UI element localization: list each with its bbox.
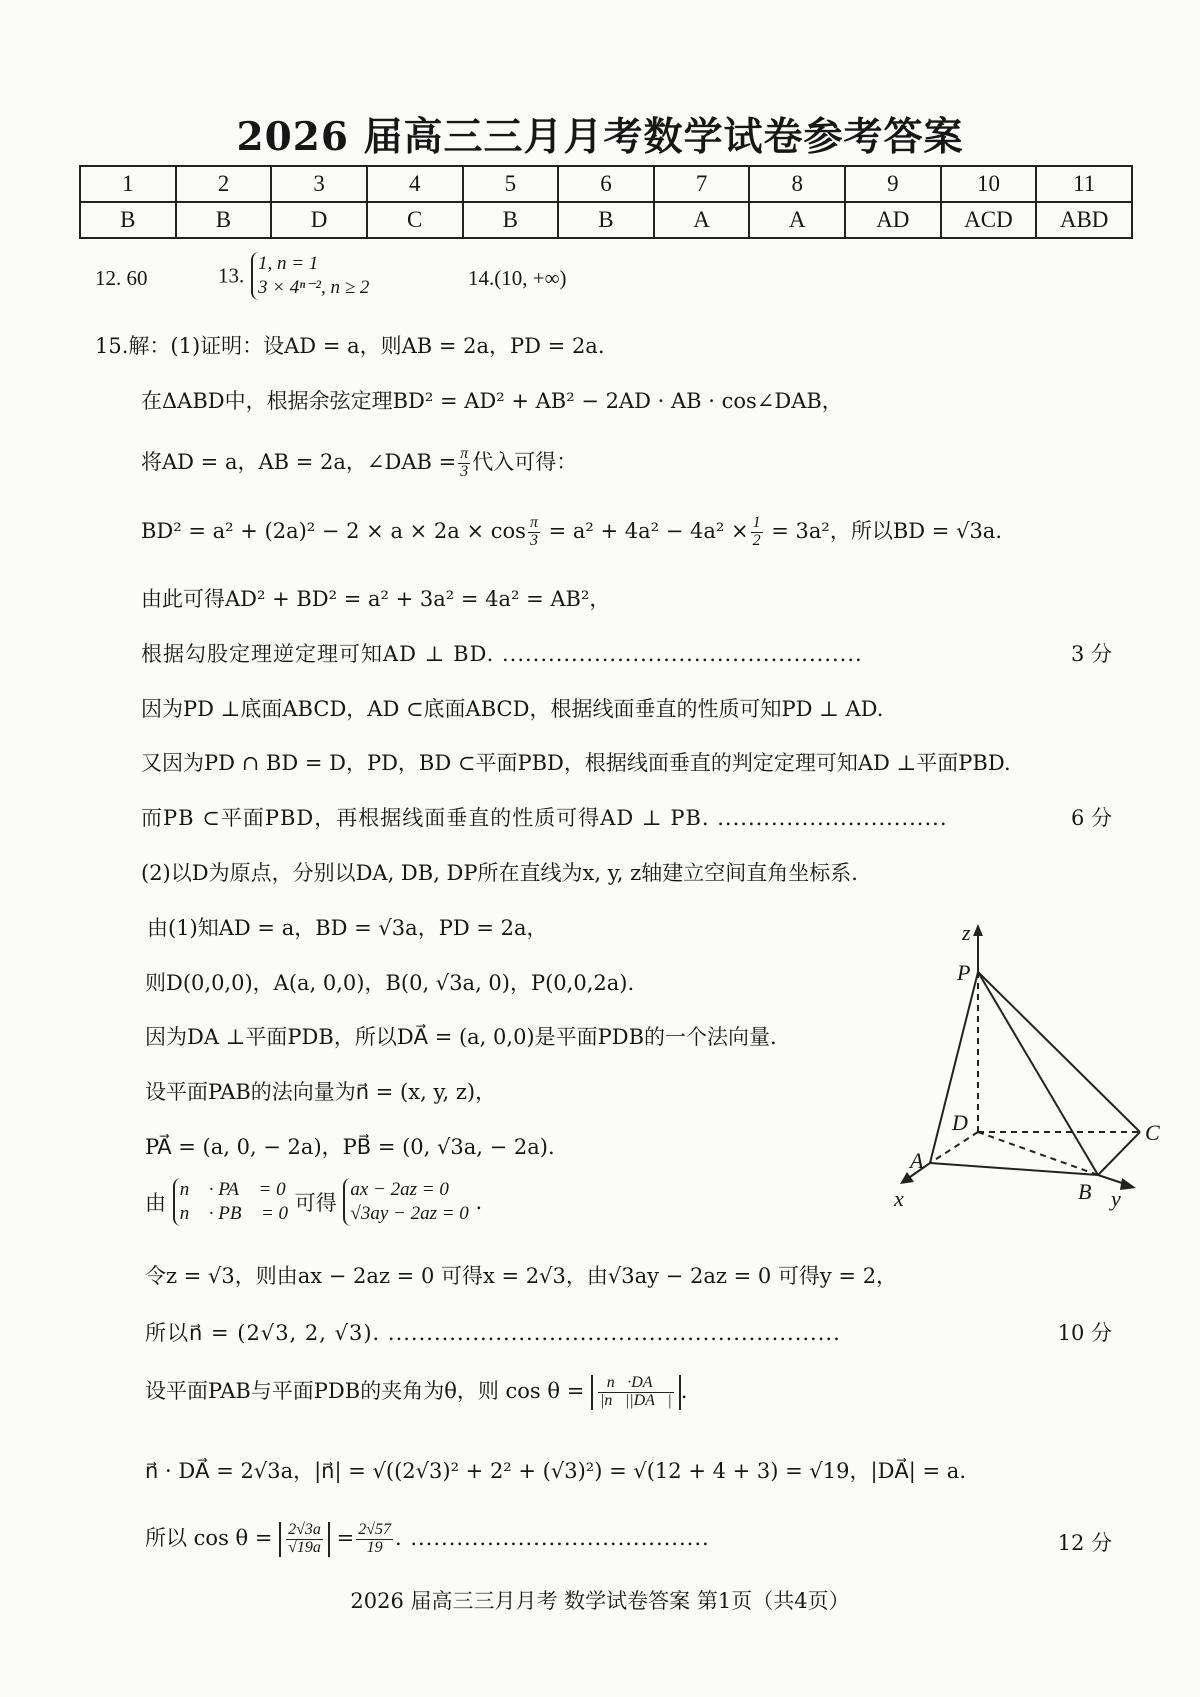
solution-line: 又因为PD ∩ BD = D，PD，BD ⊂平面PBD，根据线面垂直的判定定理可知AD ⊥平面PBD. [141,751,1011,775]
table-cell: 3 [271,166,367,202]
score-mark: 10 分 [1057,1321,1112,1345]
label-z: z [962,920,971,945]
solution-line: 则D(0,0,0)，A(a, 0,0)，B(0, √3a, 0)，P(0,0,2a). [145,971,635,995]
fraction-numerator: 2√57 [358,1521,391,1539]
answer-q12: 12. 60 [95,266,148,290]
fraction-numerator: π [460,445,469,463]
solution-line [141,446,577,481]
answer-q13-case2: 3 × 4ⁿ⁻², n ≥ 2 [257,276,370,298]
fraction-numerator: 1 [752,514,761,532]
fraction-denominator: 3 [529,532,538,549]
fraction [458,446,470,481]
answer-table [79,165,1133,239]
solution-line-system [145,1178,482,1226]
table-cell: 1 [80,166,176,202]
solution-line: (2)以D为原点，分别以DA, DB, DP所在直线为x, y, z轴建立空间直角坐标系. [141,861,858,885]
solution-line: 因为DA ⊥平面PDB，所以DA⃗ = (a, 0,0)是平面PDB的一个法向量. [145,1025,777,1049]
table-cell: 5 [463,166,559,202]
fraction [598,1375,674,1410]
fraction [286,1522,323,1557]
edge-BC [1098,1132,1140,1175]
fraction-numerator: n⃗·DA⃗ [598,1375,674,1393]
table-cell: B [558,202,654,238]
fraction-denominator: 19 [366,1539,383,1556]
solution-text: 由 [145,1190,166,1215]
solution-text: BD² = a² + (2a)² − 2 × a × 2a × cos [141,519,526,543]
answer-q13-label: 13. [218,263,245,288]
fraction-numerator: 2√3a [288,1521,321,1539]
solution-line [141,515,1002,550]
absolute-value [279,1522,330,1557]
solution-line: 所以n⃗ = (2√3, 2, √3). ........................................................... [145,1321,841,1345]
table-cell: 2 [176,166,272,202]
x-axis-arrow [900,1172,914,1184]
solution-text: . [680,1379,688,1403]
fraction-denominator: |n⃗||DA⃗| [599,1392,672,1409]
label-x: x [894,1186,904,1211]
table-cell: AD [845,202,941,238]
answer-q13-piecewise [251,252,369,300]
table-cell: B [176,202,272,238]
table-cell: A [654,202,750,238]
solution-text: 可得 [294,1190,337,1215]
table-cell: 4 [367,166,463,202]
solution-text: 代入可得： [472,450,578,474]
fraction [356,1522,393,1557]
y-axis-arrow [1120,1178,1136,1190]
solution-line: 由此可得AD² + BD² = a² + 3a² = 4a² = AB²， [141,587,611,611]
fraction-denominator: √19a [288,1539,321,1556]
solution-line: 由(1)知AD = a，BD = √3a，PD = 2a， [147,916,548,940]
solution-line [145,1375,687,1410]
page-footer: 2026 届高三三月月考 数学试卷答案 第1页（共4页） [350,1589,850,1613]
table-cell: 9 [845,166,941,202]
answer-q14: 14.(10, +∞) [468,266,567,290]
solution-line: 15.解：(1)证明：设AD = a，则AB = 2a，PD = 2a. [95,334,605,358]
score-mark: 12 分 [1057,1531,1112,1555]
answer-q13 [218,252,369,300]
solution-line: n⃗ · DA⃗ = 2√3a，|n⃗| = √((2√3)² + 2² + (√3)²) = √(12 + 4 + 3) = √19，|DA⃗| = a. [145,1459,966,1483]
label-P: P [957,960,971,985]
table-cell: 10 [941,166,1037,202]
equation: n⃗ · PB⃗ = 0 [179,1202,289,1224]
edge-AB [930,1163,1098,1175]
fraction [528,515,540,550]
answer-table-numbers-row [80,166,1132,202]
solution-text: = 3a²，所以BD = √3a. [764,519,1003,543]
solution-line: 而PB ⊂平面PBD，再根据线面垂直的性质可得AD ⊥ PB. .............................. [141,806,948,830]
solution-text: = [329,1526,355,1550]
table-cell: A [749,202,845,238]
table-cell: 6 [558,166,654,202]
table-cell: 8 [749,166,845,202]
fraction-denominator: 2 [752,532,761,549]
solution-text: 设平面PAB与平面PDB的夹角为θ，则 cos θ = [145,1379,585,1403]
solution-text: . ....................................... [394,1526,710,1550]
y-axis [1098,1175,1125,1184]
table-cell: 7 [654,166,750,202]
score-mark: 3 分 [1070,642,1112,666]
equation: n⃗ · PA⃗ = 0 [179,1179,286,1200]
solution-text: 将AD = a，AB = 2a，∠DAB = [141,450,457,474]
label-y: y [1111,1186,1121,1211]
equation: √3ay − 2az = 0 [350,1202,469,1224]
solution-line: 设平面PAB的法向量为n⃗ = (x, y, z)， [145,1080,497,1104]
label-B: B [1078,1179,1092,1204]
solution-line: 因为PD ⊥底面ABCD，AD ⊂底面ABCD，根据线面垂直的性质可知PD ⊥ AD. [141,697,884,721]
solution-line [145,1522,710,1557]
label-A: A [910,1148,924,1173]
equation-system [173,1178,288,1226]
pyramid-figure [880,920,1170,1220]
z-axis-arrow [973,924,983,936]
solution-text: = a² + 4a² − 4a² × [541,519,749,543]
table-cell: D [271,202,367,238]
label-D: D [952,1110,968,1135]
answer-table-answers-row [80,202,1132,238]
score-mark: 6 分 [1070,806,1112,830]
answer-q13-case1: 1, n = 1 [257,253,319,274]
solution-line: 令z = √3，则由ax − 2az = 0 可得x = 2√3，由√3ay − 2az = 0 可得y = 2， [145,1264,898,1288]
fraction-numerator: π [529,514,538,532]
table-cell: ACD [941,202,1037,238]
solution-line: PA⃗ = (a, 0, − 2a)，PB⃗ = (0, √3a, − 2a). [145,1135,555,1159]
solution-line: 根据勾股定理逆定理可知AD ⊥ BD. ............................................... [141,642,863,666]
equation-system [343,1178,468,1226]
solution-line: 在ΔABD中，根据余弦定理BD² = AD² + AB² − 2AD · AB · cos∠DAB， [141,389,843,413]
table-cell: C [367,202,463,238]
table-cell: ABD [1036,202,1132,238]
solution-text: 所以 cos θ = [145,1526,273,1550]
table-cell: B [80,202,176,238]
table-cell: B [463,202,559,238]
page-title: 2026 届高三三月月考数学试卷参考答案 [236,114,964,160]
equation: ax − 2az = 0 [350,1179,449,1200]
label-C: C [1145,1120,1160,1145]
absolute-value [591,1375,681,1410]
fraction-denominator: 3 [460,463,469,480]
solution-text: . [475,1189,483,1214]
fraction [751,515,763,550]
table-cell: 11 [1036,166,1132,202]
